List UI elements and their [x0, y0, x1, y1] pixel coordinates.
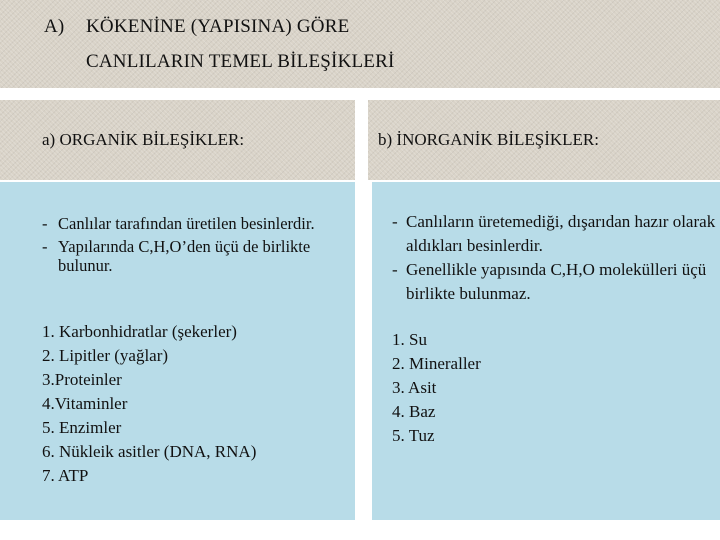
inorganic-header — [368, 100, 720, 180]
list-item: 5. Enzimler — [42, 418, 122, 437]
section-marker: A) — [44, 16, 65, 37]
dash-bullet: - — [42, 214, 48, 233]
list-item: 3. Asit — [392, 378, 437, 397]
list-item: - Genellikle yapısında C,H,O molekülleri üçü birlikte bulunmaz. — [392, 260, 707, 303]
list-item: - Canlıların üretemediği, dışarıdan hazır olarak aldıkları besinlerdir. — [392, 212, 716, 255]
organic-header — [0, 100, 355, 180]
list-item: 6. Nükleik asitler (DNA, RNA) — [42, 442, 257, 461]
organic-facts-list — [42, 214, 342, 279]
page-title-line-1 — [44, 16, 349, 38]
list-item: 3.Proteinler — [42, 370, 122, 389]
list-item: 4. Baz — [392, 402, 436, 421]
dash-bullet: - — [392, 260, 398, 279]
list-item: 1. Su — [392, 330, 427, 349]
title-banner — [0, 0, 720, 88]
page-title-line-2: CANLILARIN TEMEL BİLEŞİKLERİ — [86, 51, 395, 72]
inorganic-compounds-list — [392, 328, 481, 448]
organic-compounds-list — [42, 320, 256, 488]
organic-header-label: a) ORGANİK BİLEŞİKLER: — [42, 130, 245, 149]
list-item: 4.Vitaminler — [42, 394, 128, 413]
list-item: 2. Mineraller — [392, 354, 481, 373]
dash-bullet: - — [42, 237, 48, 256]
list-item: 7. ATP — [42, 466, 89, 485]
inorganic-panel — [372, 182, 720, 520]
list-item: - Yapılarında C,H,O’den üçü de birlikte bulunur. — [42, 237, 311, 275]
page-title-text: KÖKENİNE (YAPISINA) GÖRE — [86, 16, 350, 37]
list-item: 5. Tuz — [392, 426, 435, 445]
organic-panel — [0, 182, 355, 520]
inorganic-facts-list — [392, 210, 717, 306]
list-item: - Canlılar tarafından üretilen besinlerdir. — [42, 214, 315, 233]
dash-bullet: - — [392, 212, 398, 231]
list-item: 2. Lipitler (yağlar) — [42, 346, 169, 365]
list-item: 1. Karbonhidratlar (şekerler) — [42, 322, 237, 341]
inorganic-header-label: b) İNORGANİK BİLEŞİKLER: — [378, 130, 599, 149]
